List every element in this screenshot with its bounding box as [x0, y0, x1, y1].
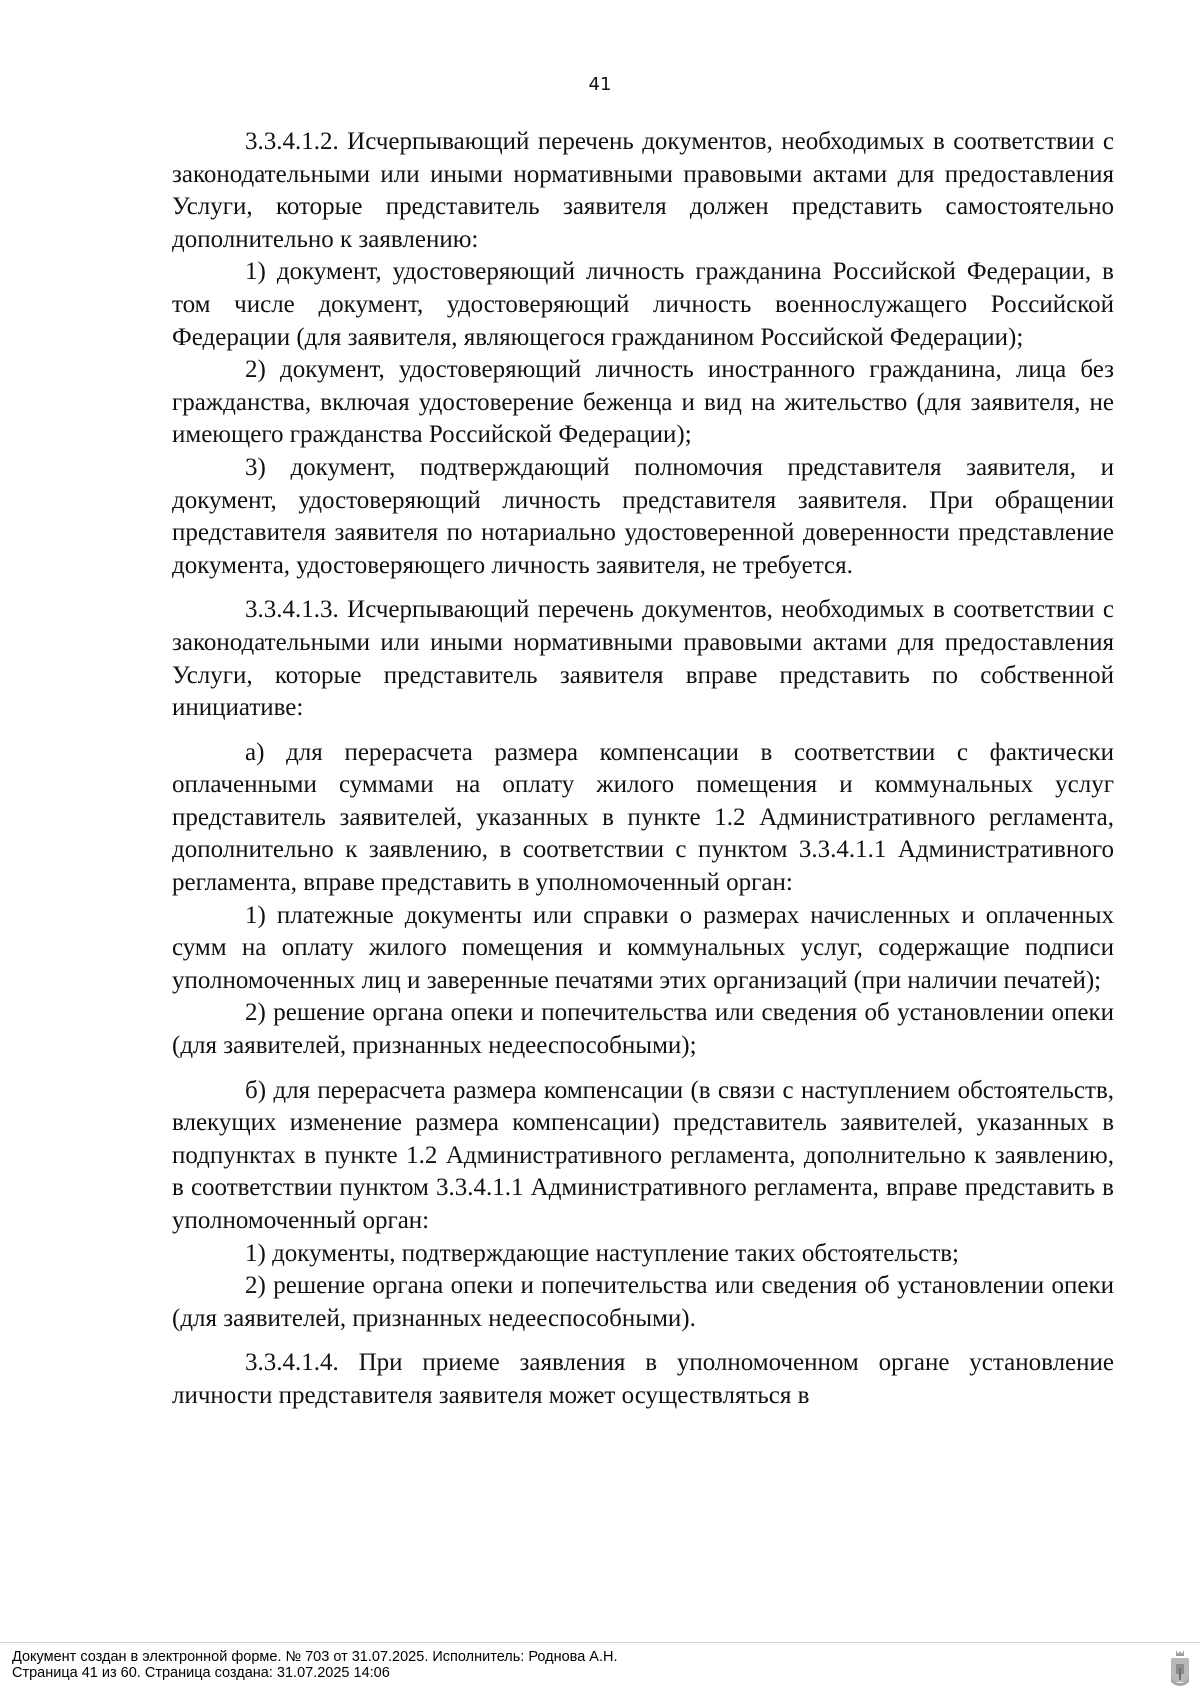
list-item-1: 1) документ, удостоверяющий личность гражданина Российской Федерации, в том числе документ, удостоверяющий личность военнослужащего Российской Федерации (для заявителя, являющегося гражданином Российской Федерации);: [172, 258, 1114, 351]
document-body: [172, 126, 1114, 1413]
subparagraph-b-item-1: 1) документы, подтверждающие наступление таких обстоятельств;: [245, 1239, 960, 1267]
paragraph-3-3-4-1-3: 3.3.4.1.3. Исчерпывающий перечень документов, необходимых в соответствии с законодательными или иными нормативными правовыми актами для предоставления Услуги, которые представитель заявителя вправе представить по собственной инициативе:: [172, 596, 1114, 722]
subparagraph-a-item-2: 2) решение органа опеки и попечительства или сведения об установлении опеки (для заявителей, признанных недееспособными);: [172, 999, 1114, 1060]
document-footer: [12, 1649, 618, 1681]
subparagraph-a-item-1: 1) платежные документы или справки о размерах начисленных и оплаченных сумм на оплату жилого помещения и коммунальных услуг, содержащие подписи уполномоченных лиц и заверенные печатями этих организаций (при наличии печатей);: [172, 901, 1114, 994]
list-item-3: 3) документ, подтверждающий полномочия представителя заявителя, и документ, удостоверяющий личность представителя заявителя. При обращении представителя заявителя по нотариально удостоверенной доверенности представление документа, удостоверяющего личность заявителя, не требуется.: [172, 453, 1114, 579]
coat-of-arms-icon: [1168, 1648, 1192, 1688]
footer-line-page-info: Страница 41 из 60. Страница создана: 31.07.2025 14:06: [12, 1665, 390, 1681]
paragraph-3-3-4-1-2: 3.3.4.1.2. Исчерпывающий перечень документов, необходимых в соответствии с законодательными или иными нормативными правовыми актами для предоставления Услуги, которые представитель заявителя должен представить самостоятельно дополнительно к заявлению:: [172, 128, 1114, 253]
subparagraph-a: а) для перерасчета размера компенсации в соответствии с фактически оплаченными суммами на оплату жилого помещения и коммунальных услуг представитель заявителей, указанных в пункте 1.2 Административного регламента, дополнительно к заявлению, в соответствии с пунктом 3.3.4.1.1 Административного регламента, вправе представить в уполномоченный орган:: [172, 738, 1114, 897]
footer-line-document-info: Документ создан в электронной форме. № 703 от 31.07.2025. Исполнитель: Роднова А.Н.: [12, 1649, 618, 1665]
footer-divider: [0, 1642, 1200, 1643]
page-number: 41: [588, 74, 612, 95]
subparagraph-b: б) для перерасчета размера компенсации (в связи с наступлением обстоятельств, влекущих изменение размера компенсации) представитель заявителей, указанных в подпунктах в пункте 1.2 Административного регламента, дополнительно к заявлению, в соответствии пунктом 3.3.4.1.1 Административного регламента, вправе представить в уполномоченный орган:: [172, 1076, 1114, 1234]
subparagraph-b-item-2: 2) решение органа опеки и попечительства или сведения об установлении опеки (для заявителей, признанных недееспособными).: [172, 1272, 1114, 1332]
list-item-2: 2) документ, удостоверяющий личность иностранного гражданина, лица без гражданства, включая удостоверение беженца и вид на жительство (для заявителя, не имеющего гражданства Российской Федерации);: [172, 356, 1114, 449]
paragraph-3-3-4-1-4: 3.3.4.1.4. При приеме заявления в уполномоченном органе установление личности представителя заявителя может осуществляться в: [172, 1349, 1114, 1409]
